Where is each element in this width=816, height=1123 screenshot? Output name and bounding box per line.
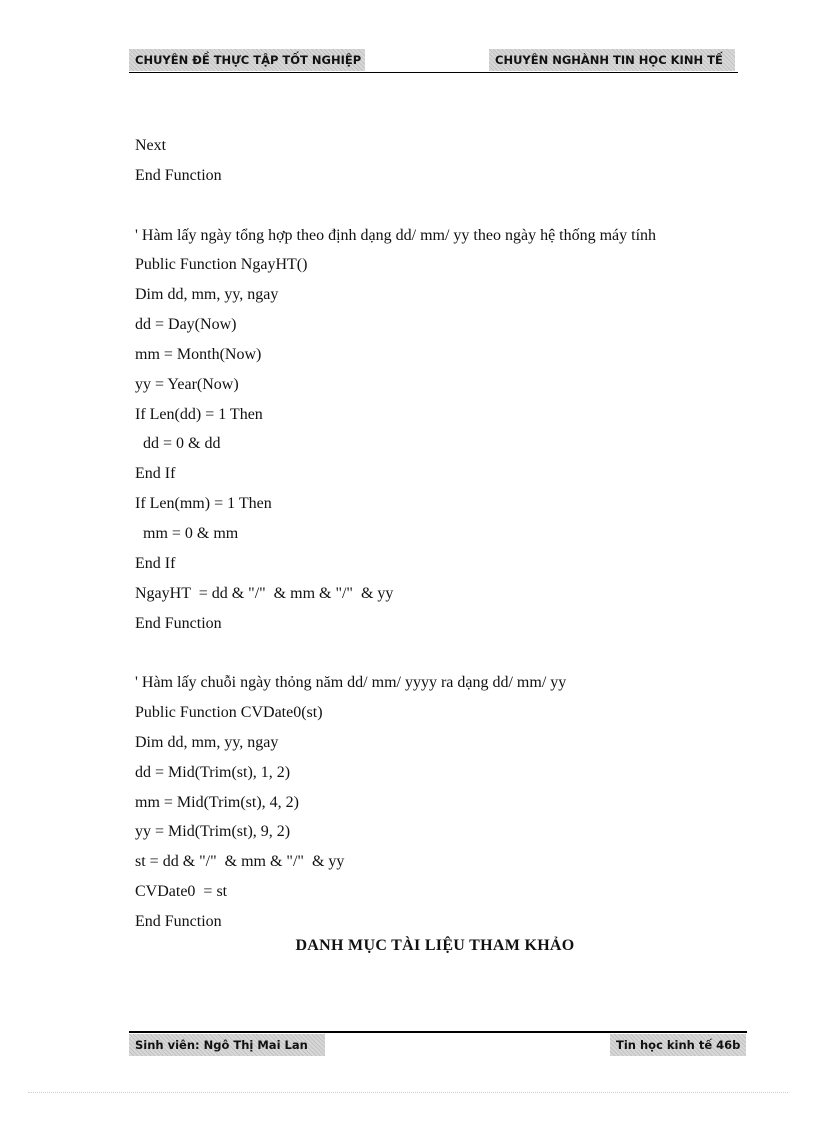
code-line: st = dd & "/" & mm & "/" & yy bbox=[135, 853, 345, 871]
code-line: CVDate0 = st bbox=[135, 883, 228, 901]
code-listing bbox=[135, 131, 755, 937]
footer-divider bbox=[129, 1031, 747, 1033]
code-line: yy = Year(Now) bbox=[135, 375, 239, 393]
code-line: Public Function CVDate0(st) bbox=[135, 704, 323, 722]
code-line: mm = Mid(Trim(st), 4, 2) bbox=[135, 793, 299, 811]
code-line: mm = 0 & mm bbox=[135, 524, 239, 542]
header-divider bbox=[129, 72, 738, 73]
code-line: End Function bbox=[135, 614, 222, 632]
code-line: dd = Day(Now) bbox=[135, 316, 237, 334]
code-comment-line: ' Hàm lấy ngày tổng hợp theo định dạng dd/ mm/ yy theo ngày hệ thống máy tính bbox=[135, 226, 657, 244]
code-line: End If bbox=[135, 465, 176, 483]
code-line: NgayHT = dd & "/" & mm & "/" & yy bbox=[135, 584, 394, 602]
code-line: yy = Mid(Trim(st), 9, 2) bbox=[135, 823, 291, 841]
page-edge-dots bbox=[28, 1092, 788, 1093]
code-line: If Len(mm) = 1 Then bbox=[135, 495, 272, 513]
blank-line bbox=[135, 191, 755, 221]
references-heading: DANH MỤC TÀI LIỆU THAM KHẢO bbox=[295, 937, 575, 954]
footer-student-name: Sinh viên: Ngô Thị Mai Lan bbox=[129, 1034, 325, 1056]
header-left-title: CHUYÊN ĐỀ THỰC TẬP TỐT NGHIỆP bbox=[129, 49, 365, 71]
code-line: End If bbox=[135, 554, 176, 572]
code-line: Dim dd, mm, yy, ngay bbox=[135, 286, 279, 304]
code-line: Next bbox=[135, 137, 167, 154]
code-line: mm = Month(Now) bbox=[135, 345, 262, 363]
header-right-title: CHUYÊN NGHÀNH TIN HỌC KINH TẾ bbox=[489, 49, 735, 71]
code-line: dd = Mid(Trim(st), 1, 2) bbox=[135, 763, 291, 781]
code-line: dd = 0 & dd bbox=[135, 435, 221, 453]
blank-line bbox=[135, 638, 755, 668]
code-line: If Len(dd) = 1 Then bbox=[135, 405, 263, 423]
code-line: End Function bbox=[135, 912, 222, 930]
code-comment-line: ' Hàm lấy chuỗi ngày thỏng năm dd/ mm/ yyyy ra dạng dd/ mm/ yy bbox=[135, 674, 567, 692]
code-line: End Function bbox=[135, 166, 222, 184]
footer-class-label: Tin học kinh tế 46b bbox=[610, 1034, 746, 1056]
code-line: Dim dd, mm, yy, ngay bbox=[135, 733, 279, 751]
code-line: Public Function NgayHT() bbox=[135, 256, 308, 274]
